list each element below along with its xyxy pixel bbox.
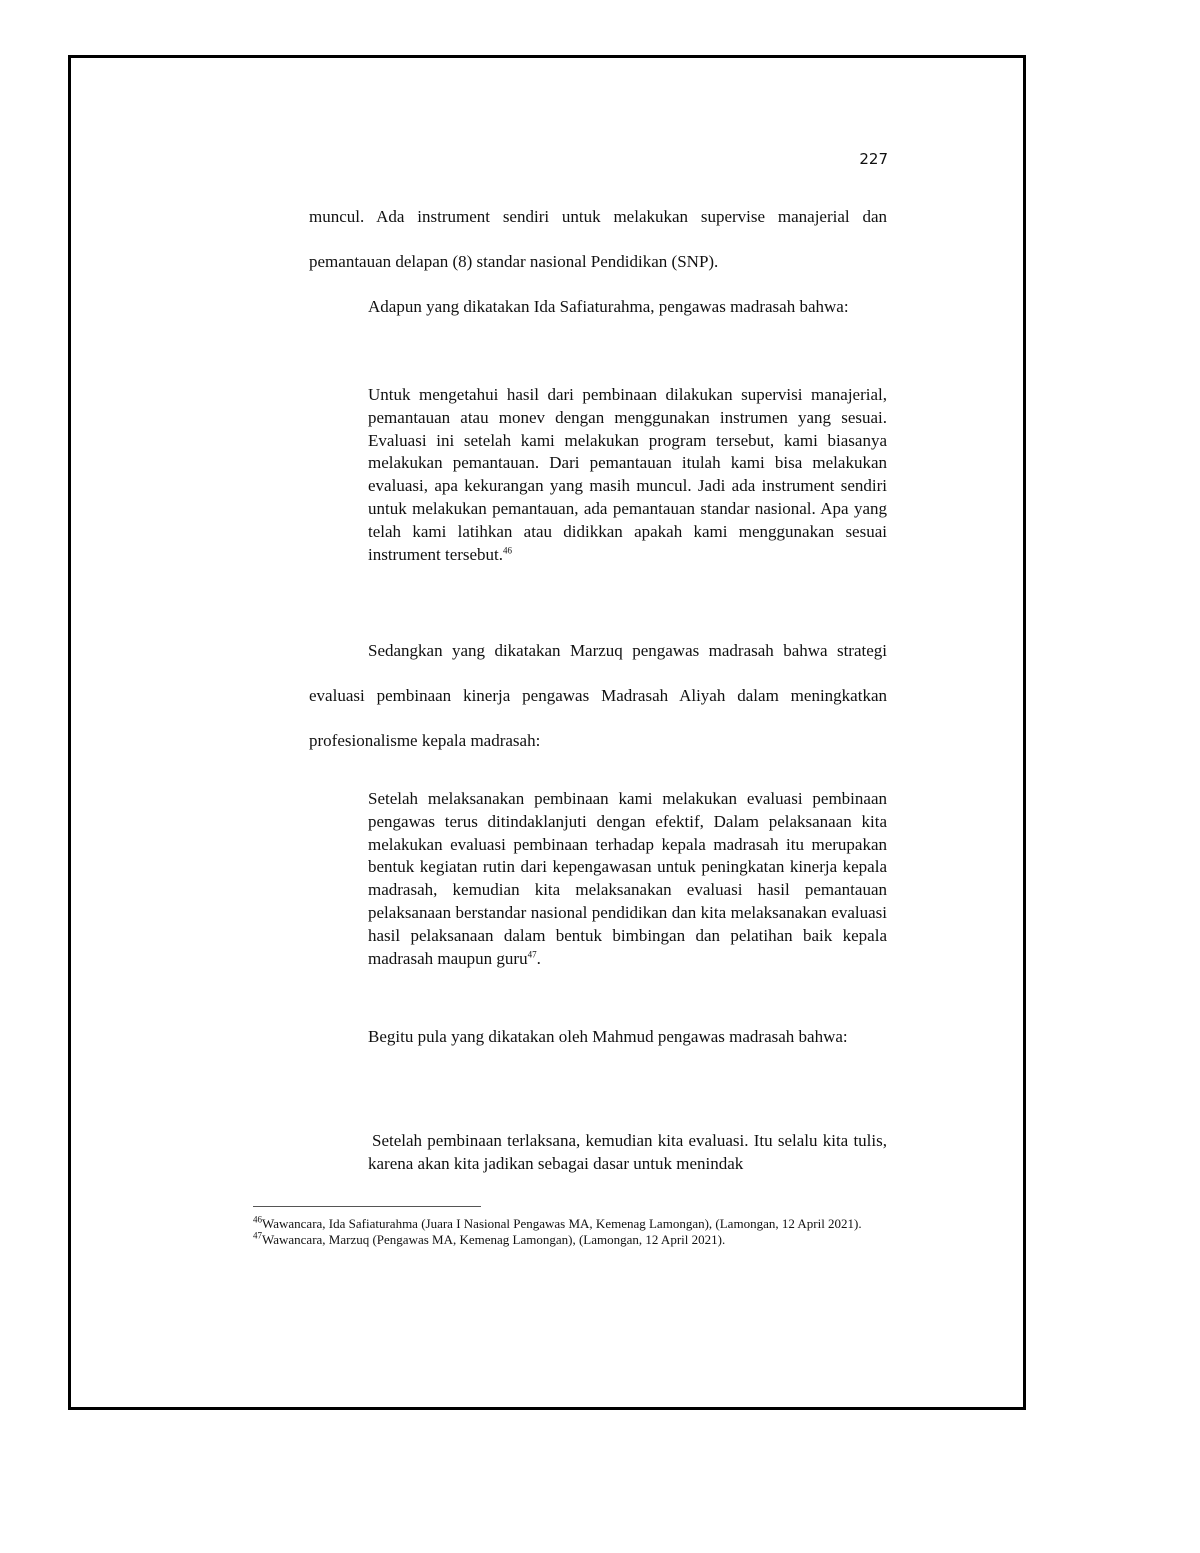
block-quote-3-text: Setelah pembinaan terlaksana, kemudian kita evaluasi. Itu selalu kita tulis, karena akan kita jadikan sebagai dasar untuk menindak: [368, 1131, 887, 1173]
paragraph-3-text: Sedangkan yang dikatakan Marzuq pengawas madrasah bahwa strategi evaluasi pembinaan kinerja pengawas Madrasah Aliyah dalam meningkatkan profesionalisme kepala madrasah:: [309, 641, 887, 750]
block-quote-3: [368, 1130, 887, 1176]
block-quote-2: [368, 788, 887, 970]
footnote-46-text: Wawancara, Ida Safiaturahma (Juara I Nasional Pengawas MA, Kemenag Lamongan), (Lamongan, 12 April 2021).: [262, 1216, 862, 1231]
footnote-46: [253, 1216, 887, 1232]
block-quote-2-text: Setelah melaksanakan pembinaan kami melakukan evaluasi pembinaan pengawas terus ditindaklanjuti dengan efektif, Dalam pelaksanaan kita melakukan evaluasi pembinaan terhadap kepala madrasah itu merupakan bentuk kegiatan rutin dari kepengawasan untuk peningkatan kinerja kepala madrasah, kemudian kita melaksanakan evaluasi hasil pemantauan pelaksanaan berstandar nasional pendidikan dan kita melaksanakan evaluasi hasil pelaksanaan dalam bentuk bimbingan dan pelatihan baik kepala madrasah maupun guru: [368, 789, 887, 968]
footnotes: [253, 1216, 887, 1247]
paragraph-3: [309, 628, 887, 763]
paragraph-1: [309, 194, 887, 284]
block-quote-1: [368, 384, 887, 566]
footnote-separator: [253, 1206, 481, 1207]
page-number: 227: [859, 150, 888, 168]
paragraph-2: [309, 284, 887, 329]
paragraph-1-text: muncul. Ada instrument sendiri untuk melakukan supervise manajerial dan pemantauan delapan (8) standar nasional Pendidikan (SNP).: [309, 207, 887, 271]
footnote-46-number: 46: [253, 1214, 262, 1225]
footnote-47-text: Wawancara, Marzuq (Pengawas MA, Kemenag Lamongan), (Lamongan, 12 April 2021).: [262, 1231, 726, 1247]
footnote-ref-47[interactable]: 47: [527, 948, 537, 959]
footnote-47: [253, 1232, 887, 1248]
paragraph-4: [309, 1014, 887, 1059]
footnote-ref-46[interactable]: 46: [503, 544, 513, 555]
paragraph-4-text: Begitu pula yang dikatakan oleh Mahmud pengawas madrasah bahwa:: [368, 1027, 848, 1046]
paragraph-2-text: Adapun yang dikatakan Ida Safiaturahma, pengawas madrasah bahwa:: [368, 297, 849, 316]
footnote-47-number: 47: [253, 1230, 262, 1241]
block-quote-2-end: .: [536, 948, 541, 968]
block-quote-1-text: Untuk mengetahui hasil dari pembinaan dilakukan supervisi manajerial, pemantauan atau monev dengan menggunakan instrumen yang sesuai. Evaluasi ini setelah kami melakukan program tersebut, kami biasanya melakukan pemantauan. Dari pemantauan itulah kami bisa melakukan evaluasi, apa kekurangan yang masih muncul. Jadi ada instrument sendiri untuk melakukan pemantauan, ada pemantauan standar nasional. Apa yang telah kami latihkan atau didikkan apakah kami menggunakan sesuai instrument tersebut.: [368, 385, 887, 564]
